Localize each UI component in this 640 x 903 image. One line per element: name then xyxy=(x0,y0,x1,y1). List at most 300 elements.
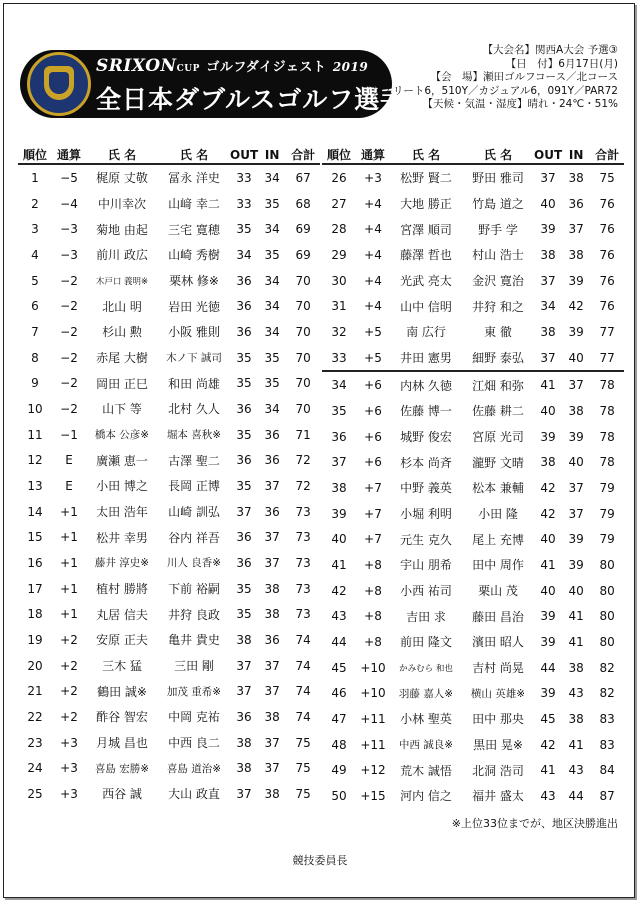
player1-name: 元生 克久 xyxy=(400,532,452,547)
total-score: 70 xyxy=(295,324,311,339)
out-score: 40 xyxy=(540,583,556,598)
table-row xyxy=(18,473,320,499)
rank-cell: 21 xyxy=(27,684,43,699)
out-score: 41 xyxy=(540,763,556,778)
score-cell: −2 xyxy=(60,273,78,288)
player1-name: 内林 久徳 xyxy=(400,378,452,393)
brand-name: SRIXON xyxy=(96,56,177,76)
score-cell: +3 xyxy=(60,735,78,750)
rank-cell: 24 xyxy=(27,761,43,776)
table-row xyxy=(322,783,624,809)
player2-name: 井狩 和之 xyxy=(472,299,524,314)
results-table-left xyxy=(18,146,320,807)
player1-name: 月城 昌也 xyxy=(96,736,148,751)
rank-cell: 43 xyxy=(331,609,347,624)
rank-cell: 12 xyxy=(27,453,43,468)
rank-cell: 17 xyxy=(27,581,43,596)
player1-name: 酢谷 智宏 xyxy=(96,710,148,725)
player2-name: 北洞 浩司 xyxy=(472,763,524,778)
total-score: 78 xyxy=(599,403,615,418)
score-cell: −2 xyxy=(60,401,78,416)
table-row xyxy=(322,242,624,268)
info-line: 【大会名】関西A大会 予選③ xyxy=(482,44,618,56)
brand-line xyxy=(96,56,368,76)
player2-name: 東 徹 xyxy=(484,325,512,340)
score-cell: +4 xyxy=(364,299,382,314)
total-score: 70 xyxy=(295,350,311,365)
player2-name: 長岡 正博 xyxy=(168,479,220,494)
rank-cell: 40 xyxy=(331,532,347,547)
player2-name: 栗山 茂 xyxy=(478,584,518,599)
table-row xyxy=(322,475,624,501)
total-score: 75 xyxy=(295,761,311,776)
player1-name: 杉山 勲 xyxy=(102,325,142,340)
in-score: 39 xyxy=(568,429,584,444)
player1-name: 松井 幸男 xyxy=(96,530,148,545)
col-total: 合計 xyxy=(590,146,624,164)
player1-name: 前田 隆文 xyxy=(400,635,452,650)
table-row xyxy=(18,319,320,345)
in-score: 35 xyxy=(264,350,280,365)
in-score: 38 xyxy=(264,786,280,801)
total-score: 76 xyxy=(599,299,615,314)
info-line: 【天候・気温・湿度】晴れ・24℃・51% xyxy=(422,98,618,110)
out-score: 37 xyxy=(540,170,556,185)
player2-name: 中岡 克祐 xyxy=(168,710,220,725)
table-row xyxy=(18,345,320,371)
score-cell: +8 xyxy=(364,557,382,572)
table-row xyxy=(322,552,624,578)
out-score: 40 xyxy=(540,196,556,211)
out-score: 42 xyxy=(540,737,556,752)
out-score: 35 xyxy=(236,350,252,365)
rank-cell: 49 xyxy=(331,763,347,778)
player1-name: 小西 祐司 xyxy=(400,584,452,599)
player2-name: 岩田 光徳 xyxy=(168,299,220,314)
out-score: 34 xyxy=(540,299,556,314)
table-row xyxy=(322,345,624,372)
player1-name: 菊地 由起 xyxy=(96,222,148,237)
player2-name: 藤田 昌治 xyxy=(472,609,524,624)
table-row xyxy=(322,732,624,758)
rank-cell: 25 xyxy=(27,786,43,801)
total-score: 80 xyxy=(599,557,615,572)
player2-name: 尾上 充博 xyxy=(472,532,524,547)
player1-name: 吉田 求 xyxy=(406,609,446,624)
player1-name: 前川 政広 xyxy=(96,248,148,263)
out-score: 33 xyxy=(236,196,252,211)
table-row xyxy=(322,680,624,706)
total-score: 78 xyxy=(599,455,615,470)
score-cell: +1 xyxy=(60,555,78,570)
in-score: 37 xyxy=(264,478,280,493)
player2-name: 松本 兼輔 xyxy=(472,481,524,496)
out-score: 35 xyxy=(236,478,252,493)
out-score: 39 xyxy=(540,609,556,624)
rank-cell: 48 xyxy=(331,737,347,752)
rank-cell: 34 xyxy=(331,378,347,393)
table-row xyxy=(18,678,320,704)
player1-name: 大地 勝正 xyxy=(400,197,452,211)
player2-name: 堀本 喜秋※ xyxy=(166,429,222,442)
out-score: 35 xyxy=(236,427,252,442)
in-score: 41 xyxy=(568,634,584,649)
in-score: 37 xyxy=(568,378,584,393)
score-cell: +1 xyxy=(60,530,78,545)
player2-name: 吉村 尚晃 xyxy=(472,661,524,676)
total-score: 82 xyxy=(599,686,615,701)
in-score: 39 xyxy=(568,324,584,339)
player2-name: 谷内 祥吾 xyxy=(168,530,220,545)
player1-name: 山下 等 xyxy=(102,402,142,417)
player2-name: 木ノ下 誠司 xyxy=(166,352,222,365)
player2-name: 瀧野 文晴 xyxy=(472,455,524,470)
player1-name: 城野 俊宏 xyxy=(400,430,452,445)
table-row xyxy=(18,422,320,448)
table-row xyxy=(322,578,624,604)
total-score: 76 xyxy=(599,196,615,211)
rank-cell: 7 xyxy=(31,324,39,339)
total-score: 73 xyxy=(295,504,311,519)
player2-name: 宮原 光司 xyxy=(472,430,524,445)
out-score: 37 xyxy=(236,658,252,673)
player1-name: 中西 誠良※ xyxy=(398,739,454,752)
rank-cell: 37 xyxy=(331,455,347,470)
player1-name: 橋本 公彦※ xyxy=(94,429,150,442)
col-out: OUT xyxy=(230,146,258,164)
committee-signature: 競技委員長 xyxy=(292,854,348,867)
player2-name: 古澤 聖二 xyxy=(168,453,220,468)
player1-name: 山中 信明 xyxy=(400,299,452,314)
table-row xyxy=(18,601,320,627)
rank-cell: 3 xyxy=(31,222,39,237)
out-score: 39 xyxy=(540,429,556,444)
player1-name: 佐藤 博一 xyxy=(400,404,452,419)
player2-name: 田中 周作 xyxy=(472,558,524,573)
in-score: 37 xyxy=(264,530,280,545)
rank-cell: 22 xyxy=(27,709,43,724)
table-row xyxy=(18,524,320,550)
in-score: 41 xyxy=(568,737,584,752)
player2-name: 下前 裕嗣 xyxy=(168,582,220,597)
out-score: 42 xyxy=(540,480,556,495)
player1-name: 杉本 尚斉 xyxy=(400,455,452,470)
score-cell: +10 xyxy=(360,660,386,675)
total-score: 74 xyxy=(295,658,311,673)
results-table-right xyxy=(322,146,624,809)
player2-name: 小阪 雅則 xyxy=(168,325,220,340)
score-cell: +2 xyxy=(60,658,78,673)
player1-name: 植村 勝將 xyxy=(96,582,148,597)
table-row xyxy=(322,268,624,294)
player1-name: 南 広行 xyxy=(406,325,446,340)
table-row xyxy=(322,398,624,424)
event-info xyxy=(372,44,618,112)
total-score: 74 xyxy=(295,632,311,647)
brand-subtitle: ゴルフダイジェスト xyxy=(206,60,327,75)
out-score: 34 xyxy=(236,247,252,262)
score-cell: +6 xyxy=(364,429,382,444)
table-header-row xyxy=(322,146,624,164)
rank-cell: 44 xyxy=(331,634,347,649)
table-row xyxy=(18,293,320,319)
total-score: 73 xyxy=(295,581,311,596)
out-score: 38 xyxy=(540,455,556,470)
in-score: 38 xyxy=(568,247,584,262)
out-score: 38 xyxy=(540,247,556,262)
out-score: 36 xyxy=(236,555,252,570)
table-row xyxy=(322,424,624,450)
total-score: 83 xyxy=(599,711,615,726)
out-score: 45 xyxy=(540,711,556,726)
in-score: 34 xyxy=(264,273,280,288)
score-cell: E xyxy=(65,453,73,468)
score-cell: +4 xyxy=(364,196,382,211)
rank-cell: 5 xyxy=(31,273,39,288)
score-cell: −3 xyxy=(60,222,78,237)
score-cell: −2 xyxy=(60,350,78,365)
in-score: 36 xyxy=(264,632,280,647)
total-score: 72 xyxy=(295,478,311,493)
score-cell: +2 xyxy=(60,709,78,724)
table-row xyxy=(322,526,624,552)
player2-name: 山崎 秀樹 xyxy=(168,248,220,263)
out-score: 37 xyxy=(236,504,252,519)
table-row xyxy=(322,191,624,217)
rank-cell: 15 xyxy=(27,530,43,545)
table-row xyxy=(18,164,320,191)
total-score: 70 xyxy=(295,401,311,416)
player1-name: 小林 聖英 xyxy=(400,712,452,727)
score-cell: −5 xyxy=(60,170,78,185)
score-cell: +5 xyxy=(356,345,390,372)
rank-cell: 13 xyxy=(27,478,43,493)
score-cell: +2 xyxy=(60,632,78,647)
player2-name: 冨永 洋史 xyxy=(168,171,220,186)
rank-cell: 28 xyxy=(331,222,347,237)
player1-name: 井田 憲男 xyxy=(390,345,462,372)
player2-name: 大山 政直 xyxy=(168,787,220,802)
table-row xyxy=(322,706,624,732)
player2-name: 野手 学 xyxy=(478,222,518,237)
out-score: 42 xyxy=(540,506,556,521)
player1-name: 木戸口 義明※ xyxy=(95,276,149,287)
in-score: 37 xyxy=(568,480,584,495)
player2-name: 竹島 道之 xyxy=(472,197,524,211)
table-row xyxy=(18,576,320,602)
rank-cell: 14 xyxy=(27,504,43,519)
player1-name: 藤澤 哲也 xyxy=(400,248,452,263)
in-score: 43 xyxy=(568,763,584,778)
total-score: 82 xyxy=(599,660,615,675)
player1-name: 西谷 誠 xyxy=(102,787,142,802)
score-cell: +8 xyxy=(364,583,382,598)
player1-name: 北山 明 xyxy=(102,299,142,314)
player2-name: 栗林 修※ xyxy=(169,274,219,289)
table-row xyxy=(322,371,624,398)
out-score: 35 xyxy=(236,376,252,391)
total-score: 76 xyxy=(599,222,615,237)
in-score: 40 xyxy=(562,345,590,372)
player2-name: 喜島 道治※ xyxy=(166,762,222,775)
table-row xyxy=(322,164,624,191)
total-score: 73 xyxy=(295,530,311,545)
info-line: 【日 付】6月17日(月) xyxy=(505,57,618,70)
brand-cup: CUP xyxy=(176,64,200,74)
score-cell: −3 xyxy=(60,247,78,262)
rank-cell: 20 xyxy=(27,658,43,673)
total-score: 77 xyxy=(590,345,624,372)
score-cell: −2 xyxy=(60,299,78,314)
total-score: 84 xyxy=(599,763,615,778)
total-score: 70 xyxy=(295,273,311,288)
player2-name: 佐藤 耕二 xyxy=(472,404,524,419)
score-cell: +3 xyxy=(364,170,382,185)
rank-cell: 29 xyxy=(331,247,347,262)
col-rank: 順位 xyxy=(322,146,356,164)
table-row xyxy=(18,755,320,781)
out-score: 36 xyxy=(236,299,252,314)
in-score: 42 xyxy=(568,299,584,314)
out-score: 36 xyxy=(236,453,252,468)
total-score: 77 xyxy=(599,324,615,339)
in-score: 37 xyxy=(264,555,280,570)
total-score: 79 xyxy=(599,506,615,521)
table-row xyxy=(18,550,320,576)
out-score: 39 xyxy=(540,634,556,649)
player1-name: 藤井 淳史※ xyxy=(94,557,150,570)
info-line: 【会 場】瀬田ゴルフコース／北コース xyxy=(430,71,618,83)
in-score: 34 xyxy=(264,222,280,237)
rank-cell: 45 xyxy=(331,660,347,675)
in-score: 37 xyxy=(568,222,584,237)
rank-cell: 6 xyxy=(31,299,39,314)
in-score: 38 xyxy=(264,607,280,622)
player1-name: 梶原 丈敬 xyxy=(96,171,148,186)
in-score: 43 xyxy=(568,686,584,701)
total-score: 80 xyxy=(599,609,615,624)
rank-cell: 42 xyxy=(331,583,347,598)
player1-name: 小堀 利明 xyxy=(400,507,452,522)
player2-name: 福井 盛太 xyxy=(472,789,524,804)
out-score: 43 xyxy=(540,788,556,803)
player2-name: 江畑 和弥 xyxy=(472,378,524,393)
total-score: 78 xyxy=(599,378,615,393)
out-score: 35 xyxy=(236,222,252,237)
rank-cell: 26 xyxy=(331,170,347,185)
player1-name: 河内 信之 xyxy=(400,789,452,804)
player2-name: 井狩 良政 xyxy=(168,607,220,622)
in-score: 35 xyxy=(264,376,280,391)
in-score: 37 xyxy=(264,684,280,699)
player2-name: 細野 泰弘 xyxy=(462,345,534,372)
player2-name: 野田 雅司 xyxy=(472,171,524,186)
player2-name: 川人 良香※ xyxy=(166,557,222,570)
in-score: 40 xyxy=(568,583,584,598)
player2-name: 三田 剛 xyxy=(174,659,214,674)
rank-cell: 1 xyxy=(31,170,39,185)
score-cell: +3 xyxy=(60,761,78,776)
info-line: アスリート6，510Y／カジュアル6，091Y／PAR72 xyxy=(372,84,618,97)
in-score: 35 xyxy=(264,196,280,211)
table-row xyxy=(18,653,320,679)
rank-cell: 27 xyxy=(331,196,347,211)
player1-name: 羽藤 嘉人※ xyxy=(398,687,454,700)
in-score: 40 xyxy=(568,455,584,470)
in-score: 36 xyxy=(568,196,584,211)
out-score: 41 xyxy=(540,557,556,572)
out-score: 36 xyxy=(236,324,252,339)
total-score: 75 xyxy=(599,170,615,185)
player2-name: 田中 那央 xyxy=(472,712,524,727)
score-cell: +2 xyxy=(60,684,78,699)
rank-cell: 19 xyxy=(27,632,43,647)
table-row xyxy=(322,655,624,681)
rank-cell: 8 xyxy=(31,350,39,365)
col-rank: 順位 xyxy=(18,146,52,164)
table-row xyxy=(322,449,624,475)
out-score: 35 xyxy=(236,607,252,622)
rank-cell: 23 xyxy=(27,735,43,750)
player2-name: 山﨑 幸二 xyxy=(168,197,220,211)
player2-name: 三宅 寛穂 xyxy=(168,222,220,237)
table-row xyxy=(18,216,320,242)
score-cell: +1 xyxy=(60,581,78,596)
score-cell: −4 xyxy=(60,196,78,211)
table-row xyxy=(18,370,320,396)
table-row xyxy=(322,629,624,655)
total-score: 68 xyxy=(295,196,311,211)
rank-cell: 39 xyxy=(331,506,347,521)
table-row xyxy=(322,319,624,345)
out-score: 39 xyxy=(540,686,556,701)
score-cell: +12 xyxy=(360,763,386,778)
player2-name: 黒田 晃※ xyxy=(473,738,523,753)
player1-name: 丸居 信夫 xyxy=(96,607,148,622)
rank-cell: 47 xyxy=(331,711,347,726)
total-score: 73 xyxy=(295,607,311,622)
in-score: 38 xyxy=(568,403,584,418)
col-score: 通算 xyxy=(356,146,390,164)
crest-shield-inner-icon xyxy=(49,72,69,94)
score-cell: −2 xyxy=(60,324,78,339)
rank-cell: 4 xyxy=(31,247,39,262)
in-score: 34 xyxy=(264,401,280,416)
total-score: 72 xyxy=(295,453,311,468)
player2-name: 金沢 寛治 xyxy=(472,274,524,289)
score-cell: +11 xyxy=(360,737,386,752)
total-score: 79 xyxy=(599,532,615,547)
total-score: 74 xyxy=(295,709,311,724)
in-score: 38 xyxy=(264,581,280,596)
total-score: 80 xyxy=(599,634,615,649)
total-score: 79 xyxy=(599,480,615,495)
rank-cell: 32 xyxy=(331,324,347,339)
total-score: 73 xyxy=(295,555,311,570)
table-row xyxy=(18,704,320,730)
score-cell: +8 xyxy=(364,609,382,624)
table-row xyxy=(18,627,320,653)
player1-name: 中野 義英 xyxy=(400,481,452,496)
player1-name: 喜島 宏勝※ xyxy=(94,762,150,775)
in-score: 38 xyxy=(264,709,280,724)
score-cell: +3 xyxy=(60,786,78,801)
player2-name: 横山 英雄※ xyxy=(470,687,526,700)
in-score: 44 xyxy=(568,788,584,803)
out-score: 40 xyxy=(540,532,556,547)
out-score: 39 xyxy=(540,222,556,237)
score-cell: +15 xyxy=(360,788,386,803)
